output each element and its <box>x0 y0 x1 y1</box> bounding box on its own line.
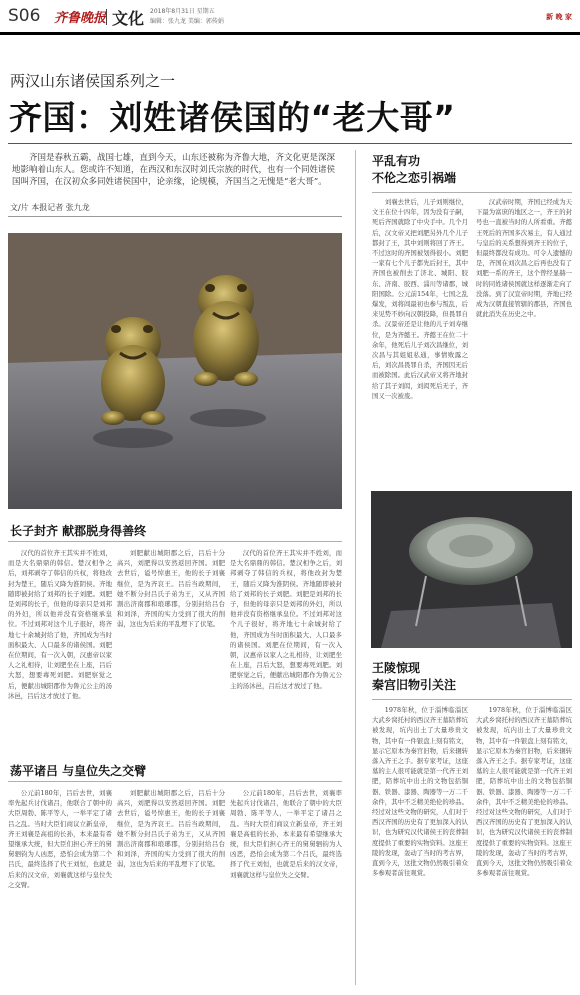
body-text-col-1: 汉代的首位齐王其实并不姓刘，而是大名鼎鼎的韩信。楚汉相争之后，刘邦剥夺了韩信的兵权，将他改封为楚王，随后又降为淮阴侯。齐地随即被封给了刘邦的长子刘肥。刘肥是刘邦的长子，但他的母亲只是刘邦的外妇，所以他并没有资格继承皇位。不过刘邦对这个儿子很好，将齐地七十余城封给了他，齐国成为当时面积最大、人口最多的诸侯国。刘肥在位期间，有一次入朝，汉惠帝以家人之礼相待，让刘肥坐在上座，吕后大怒，想要毒死刘肥。刘肥察觉之后，便献出城阳郡作为鲁元公主的汤沐邑，吕后这才放过了他。 <box>8 549 112 700</box>
header-rule <box>0 32 580 35</box>
lead-rule <box>8 216 342 217</box>
article-lead: 齐国是春秋五霸，战国七雄，直到今天，山东还被称为齐鲁大地，齐文化更是深深地影响着山东人。您或许不知道，在西汉和东汉时刘氏宗族的时代，也有一个同姓诸侯国叫齐国，在汉初众多同姓诸侯国中，论亲缘，论规模，齐国当之无愧是“老大哥”。 <box>12 153 336 187</box>
section-heading-tomb: 王陵惊现 秦宫旧物引关注 <box>372 661 457 692</box>
silver-plate-image <box>371 491 572 648</box>
section-heading-eldest-son: 长子封齐 献郡脱身得善终 <box>10 524 147 538</box>
header-right-mark: 新 晚 家 <box>546 13 572 21</box>
article-headline: 齐国：刘姓诸侯国的“老大哥” <box>9 98 456 137</box>
body-text-col-3: 汉代的首位齐王其实并不姓刘，而是大名鼎鼎的韩信。楚汉相争之后，刘邦剥夺了韩信的兵权，将他改封为楚王，随后又降为淮阴侯。齐地随即被封给了刘邦的长子刘肥。刘肥是刘邦的长子，但他的母亲只是刘邦的外妇，所以他并没有资格继承皇位。不过刘邦对这个儿子很好，将齐地七十余城封给了他，齐国成为当时面积最大、人口最多的诸侯国。刘肥在位期间，有一次入朝，汉惠帝以家人之礼相待，让刘肥坐在上座，吕后大怒，想要毒死刘肥。刘肥察觉之后，便献出城阳郡作为鲁元公主的汤沐邑，吕后这才放过了他。 <box>230 549 342 690</box>
section-rule <box>8 781 342 782</box>
artifact-photo-figures <box>8 233 342 509</box>
page-number: S06 <box>8 6 41 26</box>
body-text-col-5: 刘肥献出城阳郡之后，吕后十分高兴，刘肥得以安然返回齐国。刘肥去世后，谥号悼惠王，他的长子刘襄继位，是为齐哀王。吕后当政期间，她不断分封吕氏子弟为王，又从齐国割出济南郡和琅琊郡，分别封给吕台和刘泽，齐国的实力受到了很大的削弱，这也为后来的平乱埋下了伏笔。 <box>117 789 225 869</box>
editor-credits: 编辑：张九龙 美编：郭传娟 <box>150 18 224 25</box>
right-column-text-4: 1978年秋，位于淄博临淄区大武乡窝托村的西汉齐王墓陪葬坑被发现，坑内出土了大量珍贵文物，其中有一件银盘上刻有铭文，显示它原本为秦宫旧物，后来辗转落入齐王之手。据专家考证，这座墓的主人很可能就是第一代齐王刘肥，陪葬坑中出土的文物包括铜器、铁器、漆器、陶器等一万二千余件，其中不乏精美绝伦的珍品。经过对这些文物的研究，人们对于西汉齐国的历史有了更加深入的认识，也为研究汉代诸侯王的丧葬制度提供了重要的实物资料。这座王陵的发现，轰动了当时的考古界，直到今天，这批文物仍然吸引着众多参观者前往观赏。 <box>476 706 572 878</box>
body-text-col-6: 公元前180年，吕后去世，刘襄率先起兵讨伐诸吕，他联合了朝中的大臣周勃、陈平等人，一举平定了诸吕之乱。当时大臣们商议立新皇帝，齐王刘襄是高祖的长孙，本来最有希望继承大统，但大臣们担心齐王的舅舅驷钧为人凶恶，恐怕会成为第二个吕氏，最终选择了代王刘恒，也就是后来的汉文帝，刘襄就这样与皇位失之交臂。 <box>230 789 342 879</box>
artifact-photo-plate <box>371 491 572 648</box>
section-heading-pacify: 荡平诸吕 与皇位失之交臂 <box>10 764 147 778</box>
section-rule <box>372 699 572 700</box>
header-divider <box>106 9 107 25</box>
column-divider <box>355 150 356 985</box>
headline-rule <box>8 143 572 144</box>
bronze-figure-left <box>101 317 165 425</box>
body-text-col-4: 公元前180年，吕后去世，刘襄率先起兵讨伐诸吕，他联合了朝中的大臣周勃、陈平等人，一举平定了诸吕之乱。当时大臣们商议立新皇帝，齐王刘襄是高祖的长孙，本来最有希望继承大统，但大臣们担心齐王的舅舅驷钧为人凶恶，恐怕会成为第二个吕氏，最终选择了代王刘恒，也就是后来的汉文帝，刘襄就这样与皇位失之交臂。 <box>8 789 112 889</box>
right-column-text-1: 刘襄去世后，儿子刘则继位，文王在位十四年，因为没有子嗣，死后齐国就除了中央手中。几个月后，汉文帝又把刘肥另外几个儿子都封了王，其中刘则将回了齐王。不过这时的齐国被划得很小。刘肥一家有七个儿子都先后封王，其中齐国也被削去了济北、城阳、胶东、济南、胶西、淄川等诸郡，城阳国除。公元前154年，七国之乱爆发，刘将闾最初也参与叛乱，后来见势不妙向汉朝投降，但畏罪自杀。汉景帝还是让他的儿子刘寿继位，是为齐懿王。齐懿王在位二十余年，他死后儿子刘次昌继位，刘次昌与其姐姐私通，事情败露之后，刘次昌畏罪自杀，齐国因无后而被除国。此后汉武帝又将齐地封给了其子刘闳，刘闳死后无子，齐国又一次被废。 <box>372 198 468 400</box>
section-heading-chaos: 平乱有功 不伦之恋引祸端 <box>372 154 457 185</box>
article-byline: 文/片 本报记者 张九龙 <box>10 203 90 212</box>
bronze-figure-right <box>193 275 259 386</box>
section-rule <box>372 192 572 193</box>
right-column-text-3: 1978年秋，位于淄博临淄区大武乡窝托村的西汉齐王墓陪葬坑被发现，坑内出土了大量珍贵文物，其中有一件银盘上刻有铭文，显示它原本为秦宫旧物，后来辗转落入齐王之手。据专家考证，这座墓的主人很可能就是第一代齐王刘肥，陪葬坑中出土的文物包括铜器、铁器、漆器、陶器等一万二千余件，其中不乏精美绝伦的珍品。经过对这些文物的研究，人们对于西汉齐国的历史有了更加深入的认识，也为研究汉代诸侯王的丧葬制度提供了重要的实物资料。这座王陵的发现，轰动了当时的考古界，直到今天，这批文物仍然吸引着众多参观者前往观赏。 <box>372 706 468 878</box>
issue-date: 2018年8月31日 星期五 <box>150 8 215 15</box>
bronze-figures-image <box>8 233 342 509</box>
article-kicker: 两汉山东诸侯国系列之一 <box>10 72 176 90</box>
section-name: 文化 <box>112 9 145 28</box>
newspaper-logo: 齐鲁晚报 <box>54 11 107 26</box>
section-rule <box>8 541 342 542</box>
right-column-text-2: 汉武帝时期，齐国已经成为天下最为富庶的地区之一，齐王的封号也一直被当时的人所看重。齐懿王死后的齐国多次易主，有人通过与皇后的关系想得到齐王的位子，但最终都没有成功。可令人遗憾的是，齐国在刘次昌之后再也没有了刘肥一系的齐王，这个曾经显赫一时的同姓诸侯国就这样逐渐走向了没落。到了汉宣帝时期，齐地已经成为汉朝直接管辖的郡县，齐国也就此消失在历史之中。 <box>476 198 572 319</box>
body-text-col-2: 刘肥献出城阳郡之后，吕后十分高兴，刘肥得以安然返回齐国。刘肥去世后，谥号悼惠王，他的长子刘襄继位，是为齐哀王。吕后当政期间，她不断分封吕氏子弟为王，又从齐国割出济南郡和琅琊郡，分别封给吕台和刘泽，齐国的实力受到了很大的削弱，这也为后来的平乱埋下了伏笔。 <box>117 549 225 629</box>
